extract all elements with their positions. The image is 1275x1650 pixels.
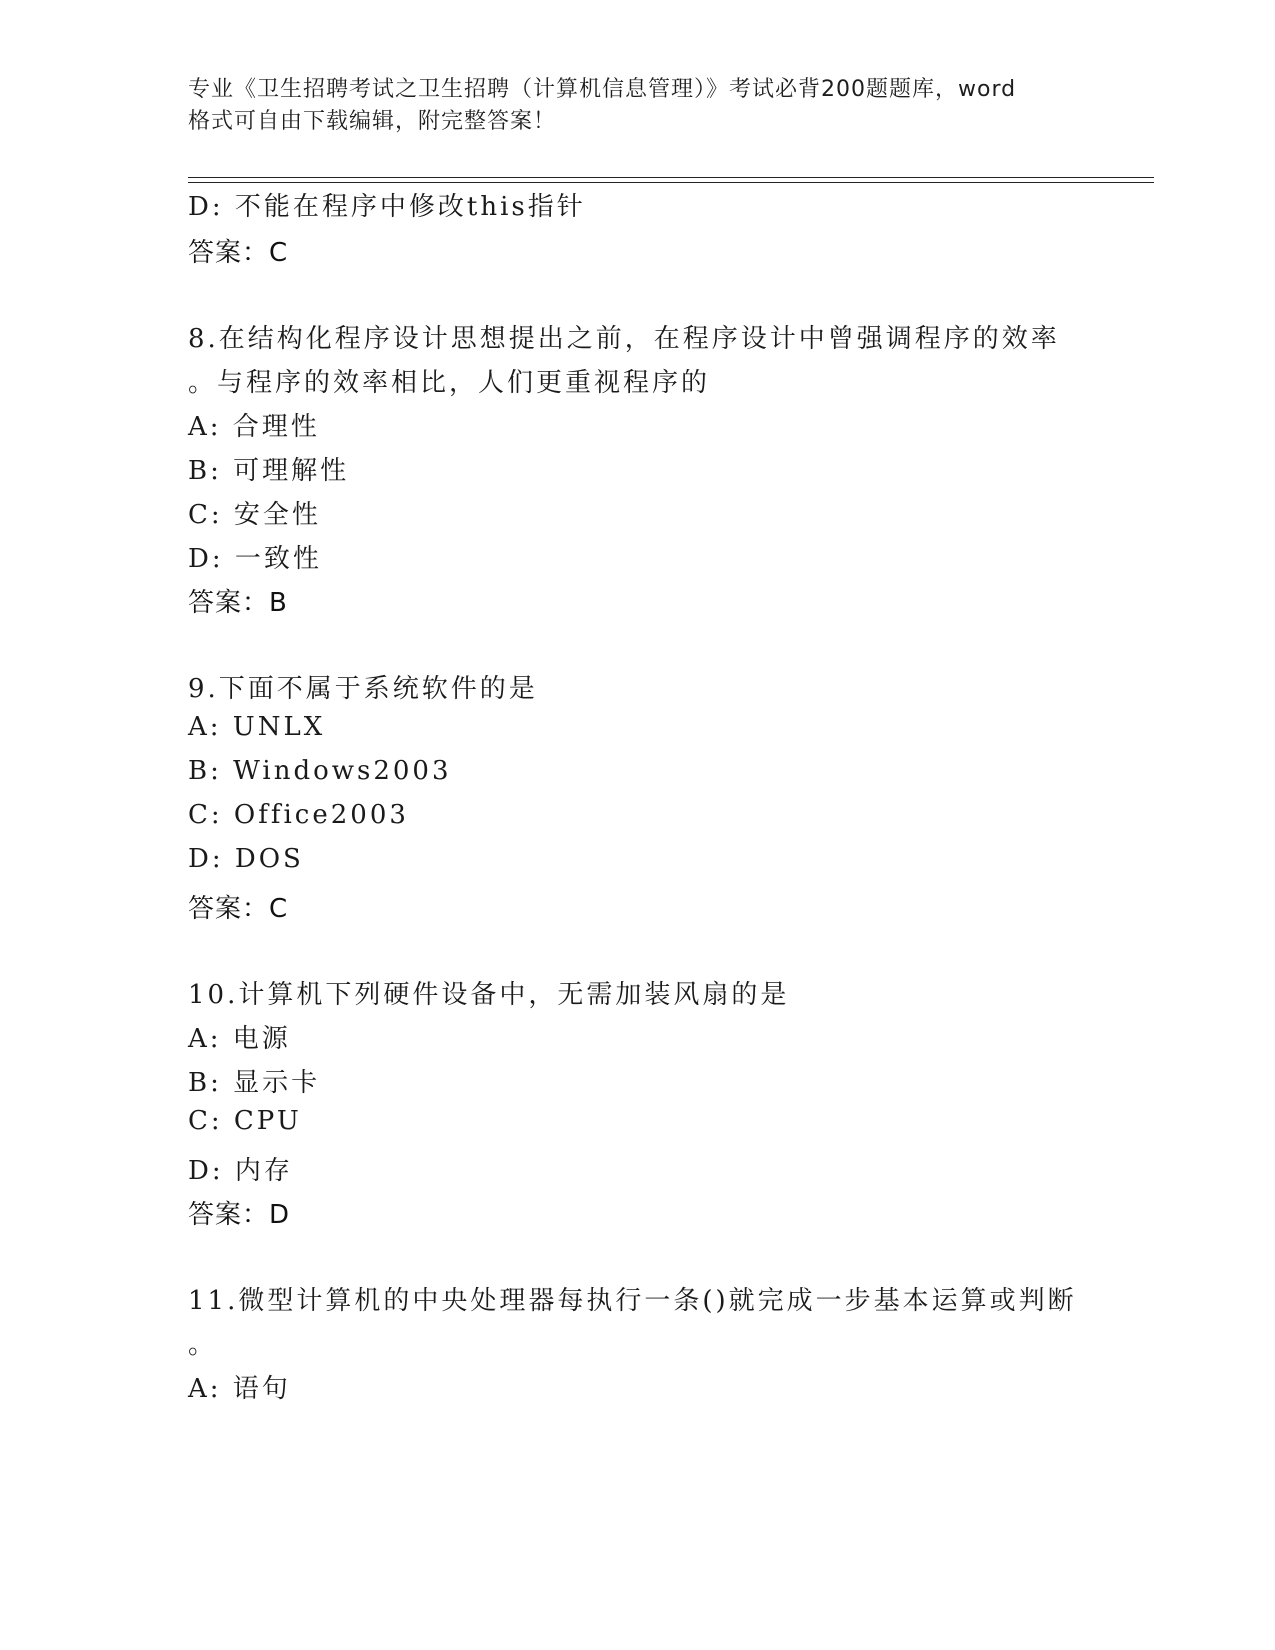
q10-option-b: B: 显示卡 <box>188 1068 321 1098</box>
q10-answer: 答案：D <box>188 1200 291 1230</box>
q9-answer: 答案：C <box>188 894 289 924</box>
q8-option-c: C: 安全性 <box>188 500 321 530</box>
q9-option-c: C: Office2003 <box>188 800 409 830</box>
q9-option-a: A: UNLX <box>188 712 326 742</box>
header-divider-bottom <box>188 182 1154 183</box>
q8-option-a: A: 合理性 <box>188 412 320 442</box>
q8-option-d: D: 一致性 <box>188 544 322 574</box>
q8-answer: 答案：B <box>188 588 288 618</box>
q8-option-b: B: 可理解性 <box>188 456 350 486</box>
q8-stem-line-2: 。与程序的效率相比，人们更重视程序的 <box>188 368 711 398</box>
q9-option-d: D: DOS <box>188 844 304 874</box>
q9-option-b: B: Windows2003 <box>188 756 452 786</box>
q11-stem-line-1: 11.微型计算机的中央处理器每执行一条()就完成一步基本运算或判断 <box>188 1286 1077 1316</box>
q10-option-a: A: 电源 <box>188 1024 291 1054</box>
q9-stem-line-1: 9.下面不属于系统软件的是 <box>188 674 538 704</box>
q11-stem-line-2: 。 <box>188 1330 218 1360</box>
q10-option-c: C: CPU <box>188 1106 302 1136</box>
q11-option-a: A: 语句 <box>188 1374 291 1404</box>
prev-answer: 答案：C <box>188 238 289 268</box>
header-line-2: 格式可自由下载编辑，附完整答案！ <box>188 109 557 134</box>
header-divider-top <box>188 177 1154 178</box>
q8-stem-line-1: 8.在结构化程序设计思想提出之前，在程序设计中曾强调程序的效率 <box>188 324 1060 354</box>
document-header <box>188 74 1098 138</box>
q10-stem-line-1: 10.计算机下列硬件设备中，无需加装风扇的是 <box>188 980 790 1010</box>
header-line-1: 专业《卫生招聘考试之卫生招聘（计算机信息管理）》考试必背200题题库，word <box>188 77 1017 102</box>
prev-option-d: D: 不能在程序中修改this指针 <box>188 192 586 222</box>
q10-option-d: D: 内存 <box>188 1156 293 1186</box>
